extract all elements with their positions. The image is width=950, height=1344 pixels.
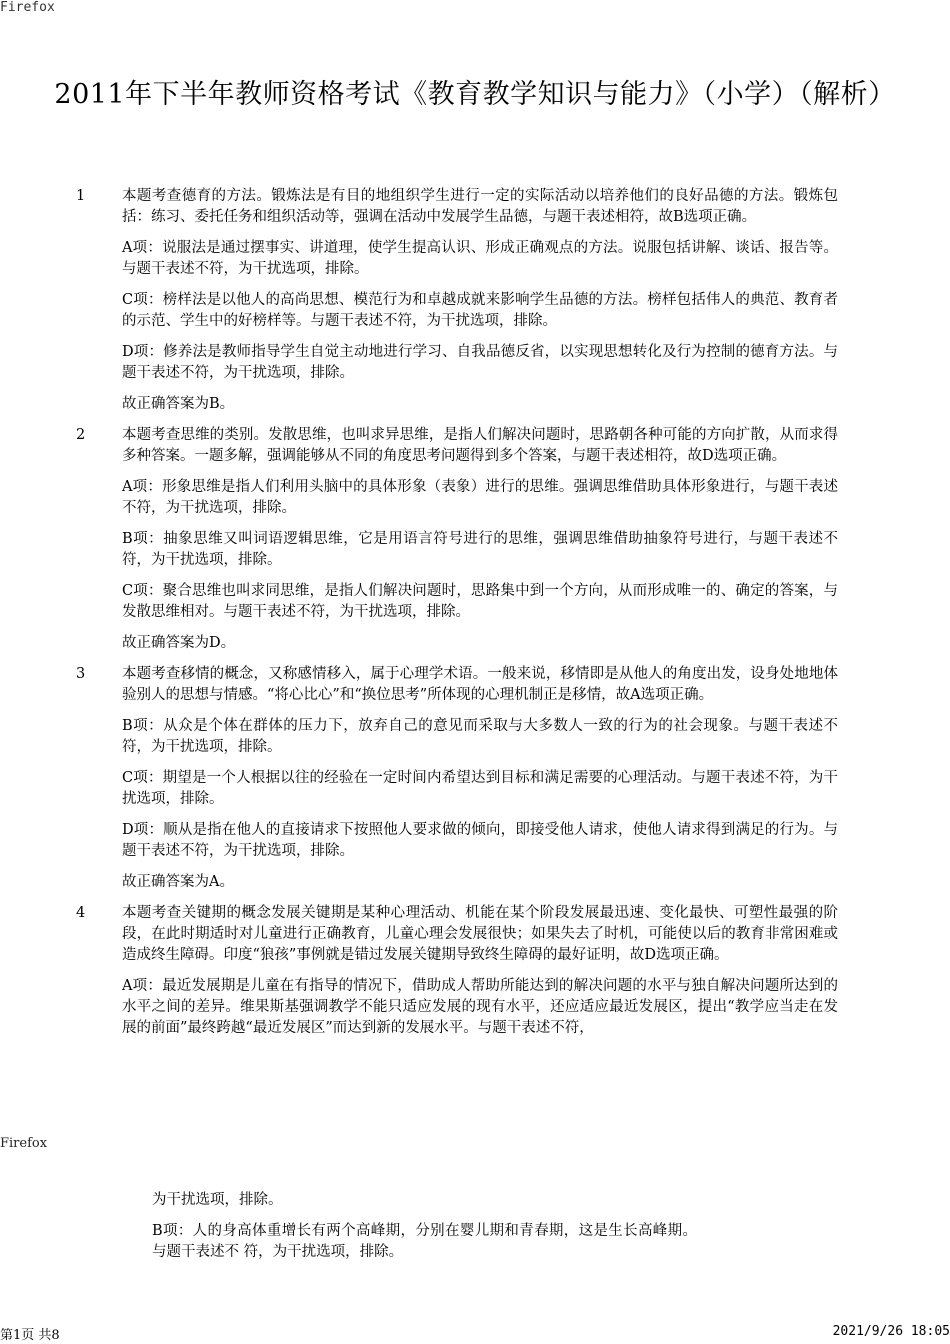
correct-answer: 故正确答案为A。 [122,874,234,890]
continued-content [0,1190,950,1273]
option-c-analysis: C项：榜样法是以他人的高尚思想、模范行为和卓越成就来影响学生品德的方法。榜样包括伟人的典范、教育者的示范、学生中的好榜样等。与题干表述不符，为干扰选项，排除。 [122,292,838,329]
explanation-paragraph: 本题考查移情的概念，又称感情移入，属于心理学术语。一般来说，移情即是从他人的角度出发，设身处地地体验别人的思想与情感。“将心比心”和“换位思考”所体现的心理机制正是移情，故A选项正确。 [122,666,838,703]
option-d-analysis: D项：顺从是指在他人的直接请求下按照他人要求做的倾向，即接受他人请求，使他人请求得到满足的行为。与题干表述不符，为干扰选项，排除。 [122,822,838,859]
question-number: 3 [76,666,86,682]
option-a-analysis: A项：最近发展期是儿童在有指导的情况下，借助成人帮助所能达到的解决问题的水平与独自解决问题所达到的水平之间的差异。维果斯基强调教学不能只适应发展的现有水平，还应适应最近发展区，提出“教学应当走在发展的前面”最终跨越“最近发展区”而达到新的发展水平。与题干表述不符， [122,978,838,1036]
explanation-paragraph: 本题考查思维的类别。发散思维，也叫求异思维，是指人们解决问题时，思路朝各种可能的方向扩散，从而求得多种答案。一题多解，强调能够从不同的角度思考问题得到多个答案，与题干表述相符，故D选项正确。 [122,427,838,464]
option-a-analysis: A项：形象思维是指人们利用头脑中的具体形象（表象）进行的思维。强调思维借助具体形象进行，与题干表述不符，为干扰选项，排除。 [122,479,838,516]
browser-label-page-break: Firefox [0,1136,48,1151]
continued-paragraph: 为干扰选项，排除。 [152,1192,283,1208]
option-b-analysis: B项：抽象思维又叫词语逻辑思维，它是用语言符号进行的思维，强调思维借助抽象符号进行，与题干表述不符，为干扰选项，排除。 [122,531,838,568]
page-indicator: 第1页 共8 [0,1328,60,1343]
explanation-paragraph: 本题考查德育的方法。锻炼法是有目的地组织学生进行一定的实际活动以培养他们的良好品德的方法。锻炼包括：练习、委托任务和组织活动等，强调在活动中发展学生品德，与题干表述相符，故B选项正确。 [122,188,838,225]
question-item-1 [0,186,950,415]
question-number: 2 [76,427,86,443]
option-d-analysis: D项：修养法是教师指导学生自觉主动地进行学习、自我品德反省，以实现思想转化及行为控制的德育方法。与题干表述不符，为干扰选项，排除。 [122,344,838,381]
question-item-3 [0,664,950,893]
option-c-analysis: C项：期望是一个人根据以往的经验在一定时间内希望达到目标和满足需要的心理活动。与题干表述不符，为干扰选项，排除。 [122,770,838,807]
correct-answer: 故正确答案为D。 [122,635,236,651]
print-datetime: 2021/9/26 18:05 [832,1324,950,1339]
option-a-analysis: A项：说服法是通过摆事实、讲道理，使学生提高认识、形成正确观点的方法。说服包括讲解、谈话、报告等。与题干表述不符，为干扰选项，排除。 [122,240,838,277]
browser-label: Firefox [0,0,55,15]
explanation-paragraph: 本题考查关键期的概念发展关键期是某种心理活动、机能在某个阶段发展最迅速、变化最快、可塑性最强的阶段，在此时期适时对儿童进行正确教育，儿童心理会发展很快；如果失去了时机，可能使以后的教育非常困难或造成终生障碍。印度“狼孩”事例就是错过发展关键期导致终生障碍的最好证明，故D选项正确。 [122,905,838,963]
option-c-analysis: C项：聚合思维也叫求同思维，是指人们解决问题时，思路集中到一个方向，从而形成唯一的、确定的答案，与发散思维相对。与题干表述不符，为干扰选项，排除。 [122,583,838,620]
option-b-analysis: B项：从众是个体在群体的压力下，放弃自己的意见而采取与大多数人一致的行为的社会现象。与题干表述不符，为干扰选项，排除。 [122,718,838,755]
question-item-4 [0,903,950,1039]
question-number: 4 [76,905,86,921]
page-title: 2011年下半年教师资格考试《教育教学知识与能力》（小学）（解析） [54,79,896,110]
option-b-analysis: B项：人的身高体重增长有两个高峰期，分别在婴儿期和青春期，这是生长高峰期。与题干表述不 符，为干扰选项，排除。 [152,1223,697,1260]
question-number: 1 [76,188,86,204]
question-item-2 [0,425,950,654]
correct-answer: 故正确答案为B。 [122,396,235,412]
answer-list [0,186,950,1049]
